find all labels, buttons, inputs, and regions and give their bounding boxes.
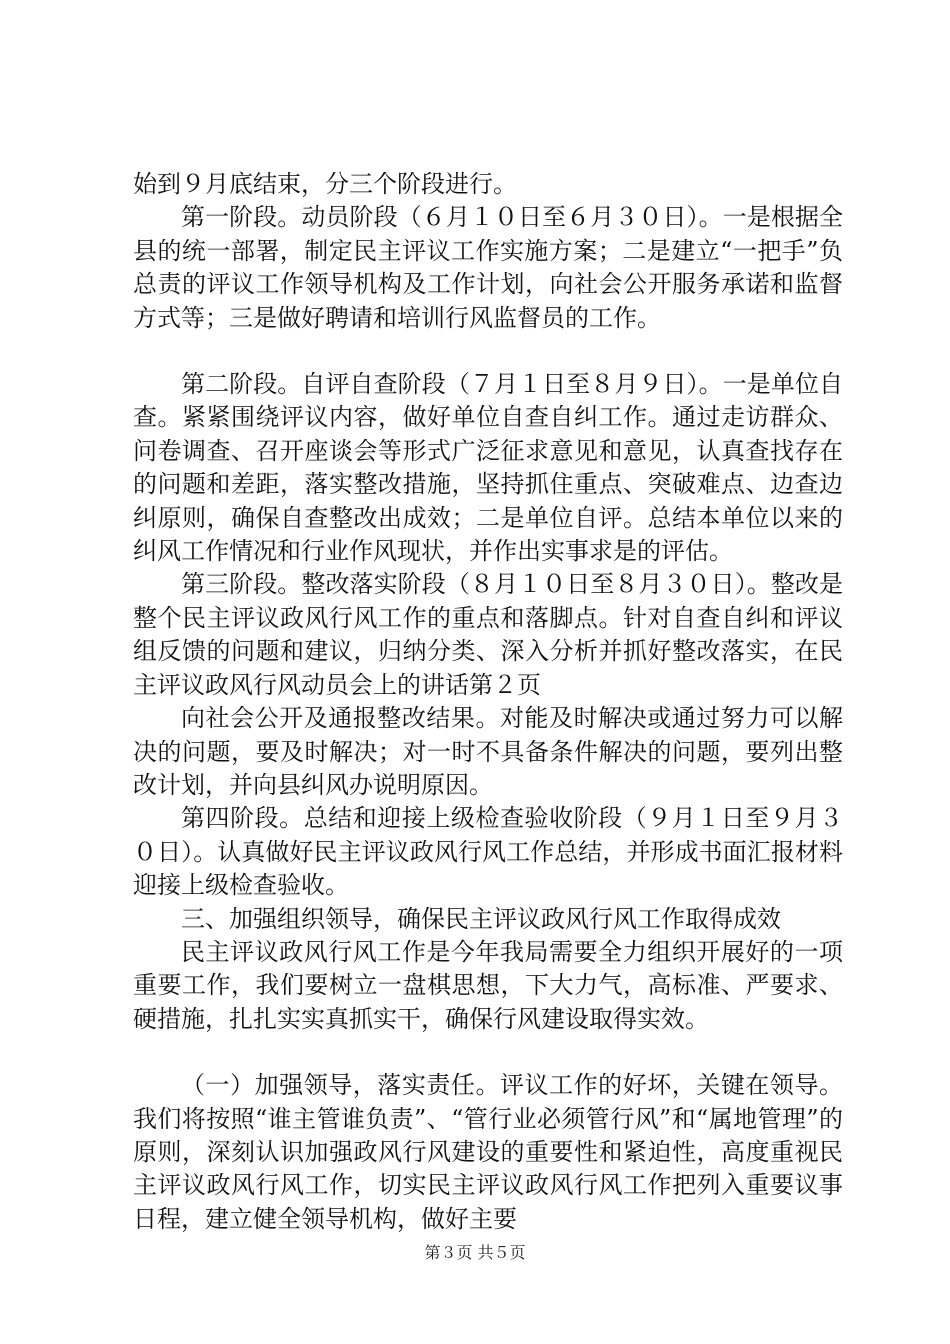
- paragraph-stage-three: 第三阶段。整改落实阶段（８月１０日至８月３０日）。整改是整个民主评议政风行风工作的重点和落脚点。针对自查自纠和评议组反馈的问题和建议，归纳分类、深入分析并抓好整改落实，在民主评议政风行风动员会上的讲话第２页: [133, 570, 843, 699]
- document-body: [133, 168, 843, 1236]
- paragraph-gap: [133, 1036, 843, 1069]
- paragraph-continuation: 始到９月底结束，分三个阶段进行。: [133, 170, 517, 198]
- page-number-footer: 第３页 共５页: [424, 1243, 526, 1262]
- paragraph-leadership: （一）加强领导，落实责任。评议工作的好坏，关键在领导。我们将按照“谁主管谁负责”、“管行业必须管行风”和“属地管理”的原则，深刻认识加强政风行风建设的重要性和紧迫性，高度重视民主评议政风行风工作，切实民主评议政风行风工作把列入重要议事日程，建立健全领导机构，做好主要: [133, 1071, 843, 1233]
- paragraph-stage-four: 第四阶段。总结和迎接上级检查验收阶段（９月１日至９月３０日）。认真做好民主评议政风行风工作总结，并形成书面汇报材料迎接上级检查验收。: [133, 804, 843, 900]
- paragraph-stage-one: 第一阶段。动员阶段（６月１０日至６月３０日）。一是根据全县的统一部署，制定民主评议工作实施方案；二是建立“一把手”负总责的评议工作领导机构及工作计划，向社会公开服务承诺和监督方式等；三是做好聘请和培训行风监督员的工作。: [133, 203, 843, 332]
- paragraph-publicize-results: 向社会公开及通报整改结果。对能及时解决或通过努力可以解决的问题，要及时解决；对一时不具备条件解决的问题，要列出整改计划，并向县纠风办说明原因。: [133, 704, 843, 799]
- paragraph-section-intro: 民主评议政风行风工作是今年我局需要全力组织开展好的一项重要工作，我们要树立一盘棋思想，下大力气，高标准、严要求、硬措施，扎扎实实真抓实干，确保行风建设取得实效。: [133, 937, 843, 1033]
- section-heading-three: 三、加强组织领导，确保民主评议政风行风工作取得成效: [181, 904, 781, 933]
- paragraph-gap: [133, 335, 843, 368]
- paragraph-stage-two: 第二阶段。自评自查阶段（７月１日至８月９日）。一是单位自查。紧紧围绕评议内容，做好单位自查自纠工作。通过走访群众、问卷调查、召开座谈会等形式广泛征求意见和意见，认真查找存在的问题和差距，落实整改措施，坚持抓住重点、突破难点、边查边纠原则，确保自查整改出成效；二是单位自评。总结本单位以来的纠风工作情况和行业作风现状，并作出实事求是的评估。: [133, 370, 843, 566]
